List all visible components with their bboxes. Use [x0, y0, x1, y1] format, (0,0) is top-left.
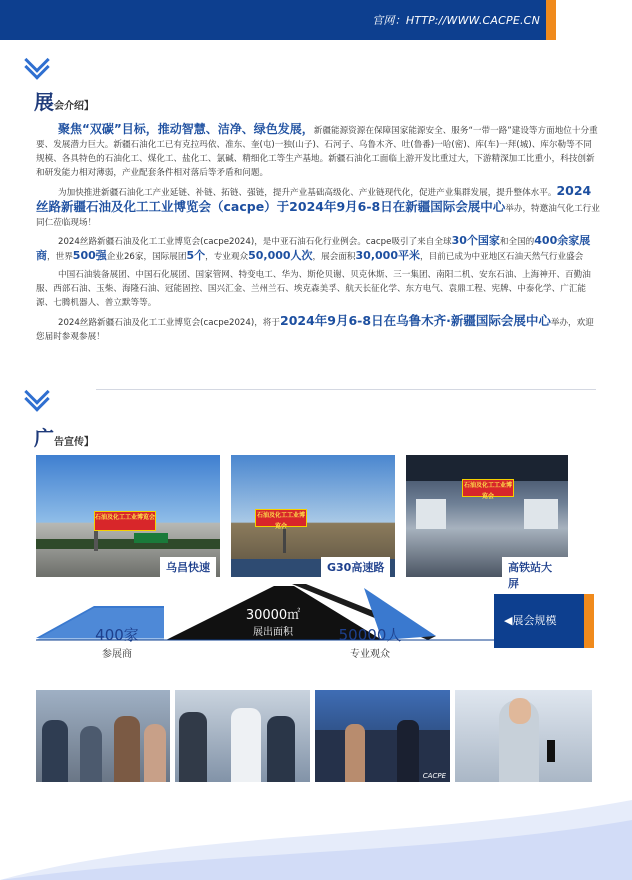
- photo-caption: G30高速路: [321, 557, 390, 577]
- stat-area-label: 展出面积: [253, 627, 293, 638]
- stat-fortune500: 500强: [72, 249, 107, 262]
- gallery-photo-visitors: [175, 690, 310, 782]
- gallery-photo-interview: [455, 690, 592, 782]
- stat-countries: 30个国家: [451, 234, 500, 247]
- stat-exhibitors-number: 400家: [95, 626, 139, 644]
- ad-section-title: 广告宣传】: [34, 426, 94, 450]
- stat-area: 30,000平米: [355, 249, 420, 262]
- gallery-photo-crowd: [36, 690, 170, 782]
- ad-photo-expressway: [231, 455, 395, 577]
- chevron-down-icon: [28, 394, 46, 408]
- header-orange-strip: [546, 0, 556, 40]
- billboard: 石油及化工工业博览会: [462, 479, 514, 497]
- gallery-photo-booth: [315, 690, 450, 782]
- billboard: 石油及化工工业博览会: [255, 509, 307, 527]
- expo-date-highlight: 2024丝路新疆石油及化工工业博览会（cacpe）于2024年9月6-8日在新疆国际会展中心: [36, 183, 592, 214]
- intro-section-title: 展会介绍】: [34, 90, 94, 114]
- bottom-decoration: [0, 800, 632, 880]
- chevron-down-icon: [28, 62, 46, 76]
- stat-exhibitors: 400余家展商: [36, 234, 591, 262]
- stat-visitors: 50,000人次: [248, 249, 313, 262]
- stat-visitors-number: 50000人: [338, 626, 402, 644]
- photo-caption: 高铁站大屏: [502, 557, 568, 593]
- intro-body: 聚焦“双碳”目标，推动智慧、洁净、绿色发展，新疆能源资源在保障国家能源安全、服务“一带一路”建设等方面地位十分重要、发展潜力巨大。新疆石油化工已有克拉玛依、准东、奎(屯)一独(山子)、石河子、乌鲁木齐、吐(鲁番)一哈(密)、库(车)一拜(城)、库尔勒等不同规模、各具特色的石油化工、煤化工、盐化工、氯碱、精细化工等生产基地。新疆石油化工面临上游开发比重过大，下游精深加工比重小，科技创新和研发能力相对薄弱，产业配套条件相对落后等矛盾和问题。 为加快推进新疆石油化工产业延链、补链、拓链、强链，提升产业基础高级化、产业链现代化，促进产业集群发展，提升整体水平。2024丝路新疆石油及化工工业博览会（cacpe）于2024年9月6-8日在新疆国际会展中心举办，特邀油气化工行业同仁莅临现场！ 2024丝路新疆石油及化工工业博览会(cacpe2024)，是中亚石油石化行业例会。cacpe吸引了来自全球30个国家和全国的400余家展商，世界500强企业26家，国际展团5个，专业观众50,000人次，展会面积30,000平米，目前已成为中亚地区石油天然气行业盛会 中国石油装备展团、中国石化展团、国家管网、特变电工、华为、斯伦贝谢、贝克休斯、三一集团、南阳二机、安东石油、上海神开、百勤油服、西部石油、玉柴、海隆石油、冠能固控、国兴汇金、兰州兰石、埃克森美孚、航天长征化学、东方电气、袁鼎工程、宪牌、中泰化学、广汇能源、七腾机器人、普立默等等。 2024丝路新疆石油及化工工业博览会(cacpe2024)，将于2024年9月6-8日在乌鲁木齐·新疆国际会展中心举办，欢迎您届时参观参展！: [36, 122, 600, 342]
- website-url[interactable]: 官网：HTTP://WWW.CACPE.CN: [372, 14, 540, 27]
- stat-exhibitors-label: 参展商: [102, 649, 132, 660]
- ad-photo-train-station: [406, 455, 568, 590]
- exhibitor-list: 中国石油装备展团、中国石化展团、国家管网、特变电工、华为、斯伦贝谢、贝克休斯、三一集团、南阳二机、安东石油、上海神开、百勤油服、西部石油、玉柴、海隆石油、冠能固控、国兴汇金、兰州兰石、埃克森美孚、航天长征化学、东方电气、袁鼎工程、宪牌、中泰化学、广汇能源、七腾机器人、普立默等等。: [36, 270, 591, 308]
- expo-scale-tab: ◀展会规模: [494, 594, 584, 648]
- stat-area-block: [218, 604, 328, 638]
- stat-visitors-label: 专业观众: [350, 649, 390, 660]
- photo-caption: 乌昌快速: [160, 557, 216, 577]
- intro-headline: 聚焦“双碳”目标，推动智慧、洁净、绿色发展，: [58, 122, 314, 136]
- stat-exhibitors-block: [72, 624, 162, 660]
- header-bar: [0, 0, 632, 40]
- section-divider: [96, 389, 596, 390]
- watermark: CACPE: [422, 772, 446, 780]
- billboard: 石油及化工工业博览会: [94, 511, 156, 531]
- stat-delegations: 5个: [186, 249, 206, 262]
- scale-orange-strip: [584, 594, 594, 648]
- ad-photo-highway: [36, 455, 220, 577]
- stat-area-number: 30000㎡: [245, 608, 301, 623]
- stat-visitors-block: [320, 624, 420, 660]
- closing-date-highlight: 2024年9月6-8日在乌鲁木齐·新疆国际会展中心: [280, 313, 551, 328]
